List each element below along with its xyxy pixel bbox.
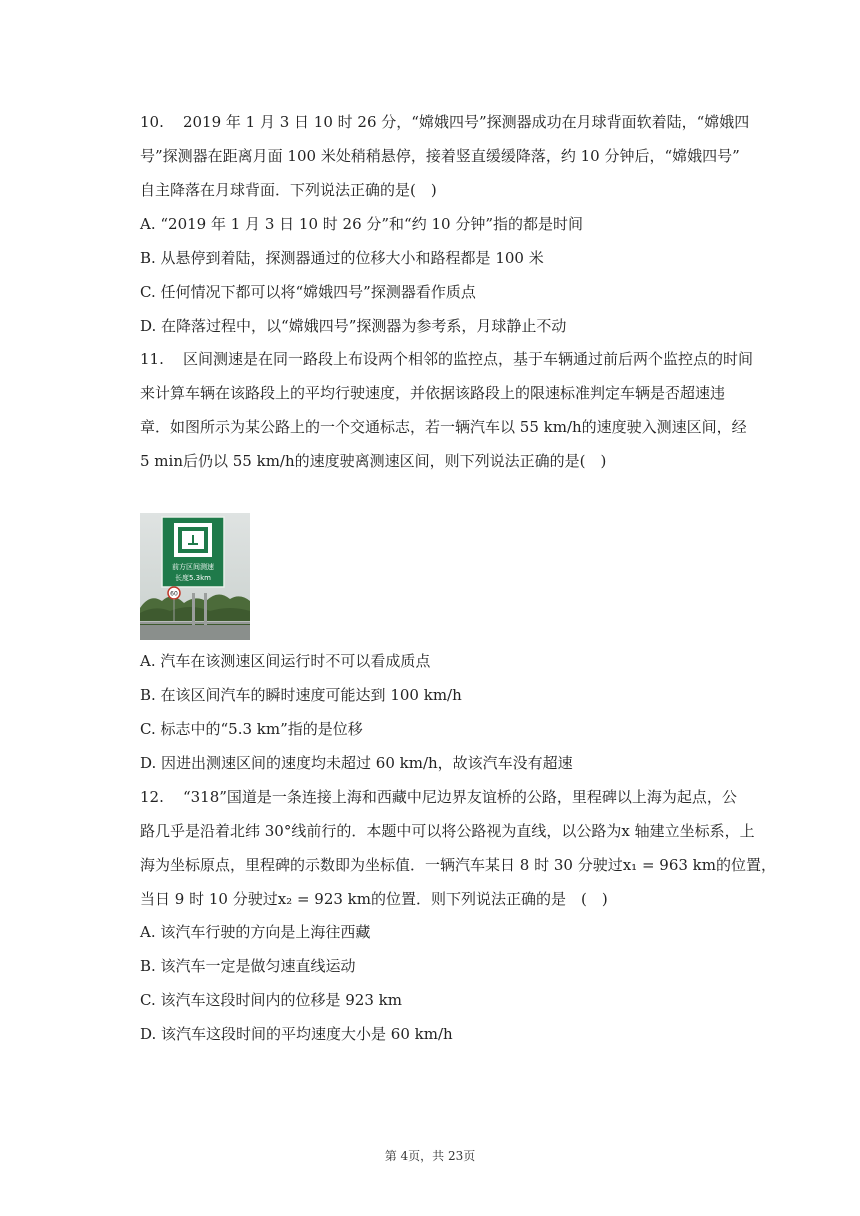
q11-option-b: B. 在该区间汽车的瞬时速度可能达到 100 km/h <box>140 686 462 704</box>
q10-option-c: C. 任何情况下都可以将“嫦娥四号”探测器看作质点 <box>140 283 476 301</box>
speed-limit-value: 60 <box>170 590 178 598</box>
q12-stem-line-1: 12. “318”国道是一条连接上海和西藏中尼边界友谊桥的公路，里程碑以上海为起点，公 <box>140 788 737 806</box>
q11-option-d: D. 因进出测速区间的速度均未超过 60 km/h，故该汽车没有超速 <box>140 754 573 772</box>
traffic-sign-photo <box>140 513 250 640</box>
q10-stem-line-3: 自主降落在月球背面．下列说法正确的是( ) <box>140 181 437 199</box>
q11-stem-line-4: 5 min后仍以 55 km/h的速度驶离测速区间，则下列说法正确的是( ) <box>140 452 607 470</box>
page-footer: 第 4页，共 23页 <box>384 1149 476 1163</box>
q10-option-a: A. “2019 年 1 月 3 日 10 时 26 分”和“约 10 分钟”指的都是时间 <box>140 215 584 233</box>
q10-option-d: D. 在降落过程中，以“嫦娥四号”探测器为参考系，月球静止不动 <box>140 317 567 335</box>
q11-stem-line-2: 来计算车辆在该路段上的平均行驶速度，并依据该路段上的限速标准判定车辆是否超速违 <box>140 384 726 402</box>
q12-option-a: A. 该汽车行驶的方向是上海往西藏 <box>140 923 371 941</box>
q11-stem-line-3: 章．如图所示为某公路上的一个交通标志，若一辆汽车以 55 km/h的速度驶入测速区间，经 <box>140 418 747 436</box>
sign-text-line-2: 长度5.3km <box>174 574 212 582</box>
q12-option-c: C. 该汽车这段时间内的位移是 923 km <box>140 991 402 1009</box>
q10-stem-line-1: 10. 2019 年 1 月 3 日 10 时 26 分，“嫦娥四号”探测器成功在月球背面软着陆，“嫦娥四 <box>140 113 750 131</box>
q12-number: 12. <box>140 788 164 806</box>
traffic-sign-illustration <box>140 513 250 640</box>
q12-stem-line-4: 当日 9 时 10 分驶过x₂ = 923 km的位置．则下列说法正确的是 ( ) <box>140 890 608 908</box>
q12-stem-line-3: 海为坐标原点，里程碑的示数即为坐标值．一辆汽车某日 8 时 30 分驶过x₁ = 963 km的位置， <box>140 856 776 874</box>
q11-number: 11. <box>140 350 164 368</box>
q11-stem-line-1: 11. 区间测速是在同一路段上布设两个相邻的监控点，基于车辆通过前后两个监控点的时间 <box>140 350 753 368</box>
q10-stem-line-2: 号”探测器在距离月面 100 米处稍稍悬停，接着竖直缓缓降落，约 10 分钟后，“嫦娥四号” <box>140 147 740 165</box>
q12-option-d: D. 该汽车这段时间的平均速度大小是 60 km/h <box>140 1025 453 1043</box>
q12-stem-line-2: 路几乎是沿着北纬 30°线前行的．本题中可以将公路视为直线，以公路为x 轴建立坐标系，上 <box>140 822 755 840</box>
q11-option-c: C. 标志中的“5.3 km”指的是位移 <box>140 720 363 738</box>
q10-number: 10. <box>140 113 164 131</box>
q12-option-b: B. 该汽车一定是做匀速直线运动 <box>140 957 356 975</box>
sign-text-line-1: 前方区间测速 <box>172 563 214 571</box>
q11-option-a: A. 汽车在该测速区间运行时不可以看成质点 <box>140 652 431 670</box>
q10-option-b: B. 从悬停到着陆，探测器通过的位移大小和路程都是 100 米 <box>140 249 544 267</box>
